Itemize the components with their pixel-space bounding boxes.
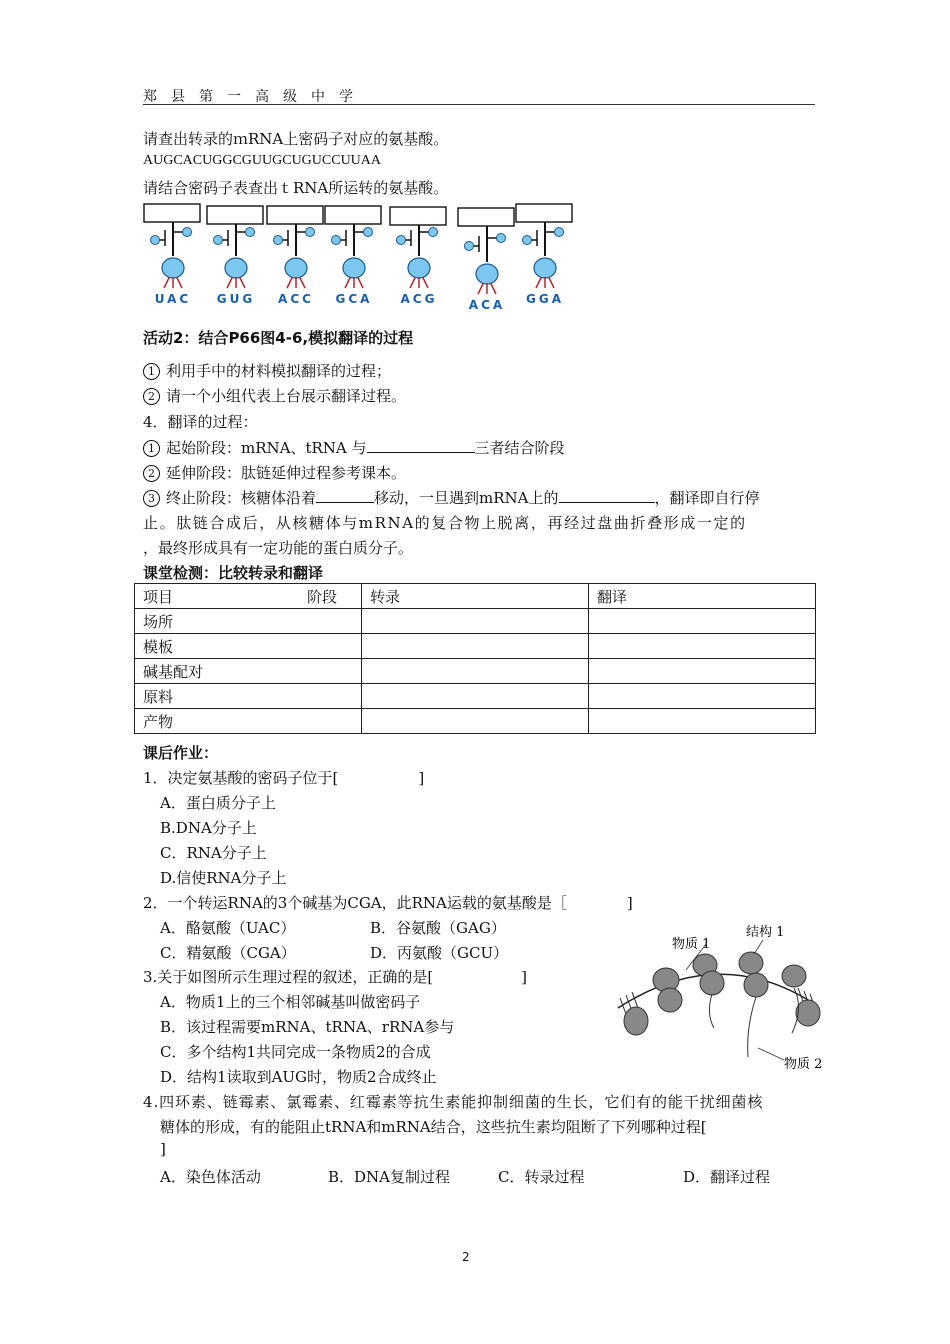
polypeptide-chains <box>709 988 798 1057</box>
activity2-title: 活动2：结合P66图4-6,模拟翻译的过程 <box>143 329 414 347</box>
label-structure-1: 结构 1 <box>746 925 785 940</box>
hw-q3-option-a[interactable]: A．物质1上的三个相邻碱基叫做密码子 <box>160 993 421 1011</box>
ribosome <box>624 1007 648 1035</box>
table-row: 场所 <box>135 609 816 634</box>
trna-loop <box>429 228 438 237</box>
process-stage-3-end: ，最终形成具有一定功能的蛋白质分子。 <box>143 539 414 557</box>
hw-q2-option-c[interactable]: C．精氨酸（CGA） <box>160 944 296 962</box>
school-name: 郑县第一高级中学 <box>143 89 367 105</box>
process-stage-1: 1 起始阶段：mRNA、tRNA 与 三者结合阶段 <box>143 437 565 458</box>
base-line <box>358 277 363 288</box>
circled-2-icon: 2 <box>143 465 160 482</box>
hw-q2-option-d[interactable]: D．丙氨酸（GCU） <box>370 944 509 962</box>
ribosome <box>796 1000 820 1026</box>
activity2-item-2: 2 请一个小组代表上台展示翻译过程。 <box>143 385 406 406</box>
table-row: 产物 <box>135 709 816 734</box>
base-line <box>491 283 496 294</box>
ribosome <box>739 952 763 974</box>
hw-q2-option-b[interactable]: B．谷氨酸（GAG） <box>370 919 506 937</box>
activity2-item-1: 1 利用手中的材料模拟翻译的过程； <box>143 360 391 381</box>
table-row: 模板 <box>135 634 816 659</box>
hw-question-4-line3: ] <box>160 1140 166 1158</box>
ribosome <box>782 965 806 987</box>
amino-acid-answer-box <box>516 204 572 222</box>
trna-loop <box>555 228 564 237</box>
blank-3[interactable] <box>559 488 655 503</box>
table-row: 碱基配对 <box>135 659 816 684</box>
trna-loop <box>465 242 474 251</box>
anticodon-loop <box>476 264 498 284</box>
header-transcription: 转录 <box>362 584 589 609</box>
anticodon-label: ACC <box>278 292 314 306</box>
trna-loop <box>364 228 373 237</box>
hw-question-3: 3.关于如图所示生理过程的叙述，正确的是[ ] <box>143 968 528 986</box>
base-line <box>345 277 350 288</box>
trna-loop <box>397 236 406 245</box>
ribosomes <box>624 952 820 1035</box>
table-row: 原料 <box>135 684 816 709</box>
header-translation: 翻译 <box>589 584 816 609</box>
hw-q4-option-b[interactable]: B．DNA复制过程 <box>328 1168 451 1186</box>
trna-loop <box>497 234 506 243</box>
base-line <box>300 277 305 288</box>
polysome-figure <box>608 918 828 1078</box>
mrna-sequence: AUGCACUGGCGUUGCUGUCCUUAA <box>143 153 382 168</box>
anticodon-label: GGA <box>526 292 564 306</box>
homework-title: 课后作业： <box>143 744 219 762</box>
question-trna: 请结合密码子表查出ｔRNA所运转的氨基酸。 <box>143 179 449 197</box>
ribosome <box>658 988 682 1012</box>
hw-q3-option-d[interactable]: D．结构1读取到AUG时，物质2合成终止 <box>160 1068 437 1086</box>
amino-acid-answer-box <box>325 206 381 224</box>
hw-q1-option-a[interactable]: A．蛋白质分子上 <box>160 794 276 812</box>
process-stage-3-cont: 止。肽链合成后，从核糖体与mRNA的复合物上脱离，再经过盘曲折叠形成一定的 <box>143 514 747 532</box>
hw-question-4-line1: 4.四环素、链霉素、氯霉素、红霉素等抗生素能抑制细菌的生长，它们有的能干扰细菌核 <box>143 1093 764 1111</box>
question-mrna: 请查出转录的ｍRNA上密码子对应的氨基酸。 <box>143 130 449 148</box>
blank-1[interactable] <box>367 438 475 453</box>
anticodon-loop <box>408 258 430 278</box>
anticodon-label: UAC <box>154 292 192 306</box>
circled-2-icon: 2 <box>143 388 160 405</box>
base-line <box>423 277 428 288</box>
base-line <box>478 283 483 294</box>
base-line <box>536 277 541 288</box>
hw-q4-option-d[interactable]: D．翻译过程 <box>683 1168 771 1186</box>
trna-loop <box>306 228 315 237</box>
hw-q1-option-b[interactable]: B.DNA分子上 <box>160 819 257 837</box>
label-substance-2: 物质 2 <box>784 1057 823 1072</box>
amino-acid-answer-box <box>458 208 514 226</box>
ribosome <box>744 973 768 997</box>
circled-3-icon: 3 <box>143 490 160 507</box>
table-header-row <box>135 584 816 609</box>
blank-2[interactable] <box>316 488 374 503</box>
trna-loop <box>332 236 341 245</box>
hw-q4-option-a[interactable]: A．染色体活动 <box>160 1168 261 1186</box>
anticodon-label: GCA <box>335 292 373 306</box>
hw-q3-option-b[interactable]: B．该过程需要mRNA、tRNA、rRNA参与 <box>160 1018 455 1036</box>
anticodon-label: GUG <box>216 292 256 306</box>
trna-loop <box>246 228 255 237</box>
base-line <box>164 277 169 288</box>
hw-q3-option-c[interactable]: C．多个结构1共同完成一条物质2的合成 <box>160 1043 431 1061</box>
base-line <box>177 277 182 288</box>
trna-loop <box>151 236 160 245</box>
trna-loop <box>183 228 192 237</box>
hw-q1-option-d[interactable]: D.信使RNA分子上 <box>160 869 287 887</box>
anticodon-loop <box>285 258 307 278</box>
anticodon-loop <box>343 258 365 278</box>
base-line <box>410 277 415 288</box>
base-line <box>240 277 245 288</box>
ribosome <box>700 971 724 995</box>
hw-q4-option-c[interactable]: C．转录过程 <box>498 1168 585 1186</box>
circled-1-icon: 1 <box>143 440 160 457</box>
anticodon-label: ACG <box>400 292 438 306</box>
trna-loop <box>214 236 223 245</box>
page-header <box>143 86 815 105</box>
hw-q2-option-a[interactable]: A．酪氨酸（UAC） <box>160 919 296 937</box>
trna-figure <box>140 200 590 316</box>
hw-question-4-line2: 糖体的形成，有的能阻止tRNA和mRNA结合，这些抗生素均阻断了下列哪种过程[ <box>160 1118 707 1136</box>
amino-acid-answer-box <box>207 206 263 224</box>
trna-loop <box>274 236 283 245</box>
base-line <box>287 277 292 288</box>
base-line <box>227 277 232 288</box>
hw-question-1: 1．决定氨基酸的密码子位于[ ] <box>143 769 425 787</box>
anticodon-label: ACA <box>468 298 506 312</box>
check-title: 课堂检测：比较转录和翻译 <box>143 564 324 582</box>
base-line <box>549 277 554 288</box>
anticodon-loop <box>225 258 247 278</box>
comparison-table <box>134 583 816 734</box>
anticodon-loop <box>162 258 184 278</box>
amino-acid-answer-box <box>144 204 200 222</box>
hw-question-2: 2．一个转运RNA的3个碱基为CGA，此RNA运载的氨基酸是［ ] <box>143 894 633 912</box>
circled-1-icon: 1 <box>143 363 160 380</box>
amino-acid-answer-box <box>390 207 446 225</box>
amino-acid-answer-box <box>267 206 323 224</box>
page-number: 2 <box>462 1250 470 1264</box>
process-stage-3: 3 终止阶段：核糖体沿着 移动，一旦遇到mRNA上的 ，翻译即自行停 <box>143 487 760 508</box>
hw-q1-option-c[interactable]: C．RNA分子上 <box>160 844 267 862</box>
anticodon-loop <box>534 258 556 278</box>
label-substance-1: 物质 1 <box>672 937 711 952</box>
process-stage-2: 2 延伸阶段：肽链延伸过程参考课本。 <box>143 462 406 483</box>
trna-loop <box>523 236 532 245</box>
process-title: 4．翻译的过程： <box>143 413 258 431</box>
header-item-stage: 项目 阶段 <box>135 584 362 609</box>
